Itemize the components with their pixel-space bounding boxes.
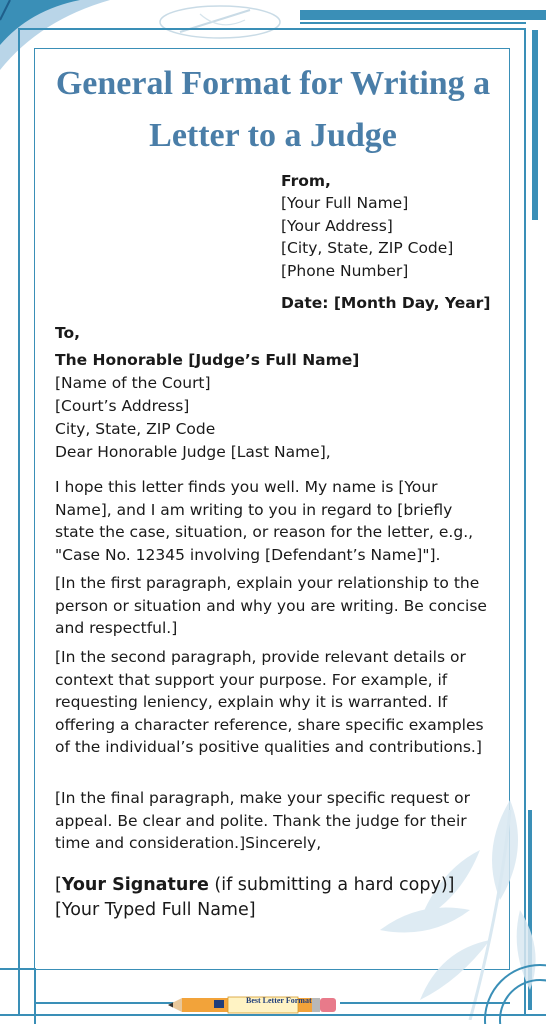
date-line: Date: [Month Day, Year]	[281, 294, 491, 312]
signature-open-bracket: [	[55, 875, 62, 895]
sender-name: [Your Full Name]	[281, 194, 409, 213]
court-name: [Name of the Court]	[55, 374, 211, 392]
recipient-block	[55, 322, 359, 441]
typed-name: [Your Typed Full Name]	[55, 900, 256, 920]
court-city: City, State, ZIP Code	[55, 420, 216, 438]
signature-note: (if submitting a hard copy)]	[208, 875, 455, 895]
judge-name: The Honorable [Judge’s Full Name]	[55, 351, 360, 369]
bottom-line-left	[34, 1002, 174, 1004]
top-stripe-thin	[300, 22, 526, 24]
sender-block	[281, 170, 453, 282]
top-stripe	[300, 10, 546, 20]
signature-label: Your Signature	[61, 875, 209, 895]
sender-address: [Your Address]	[281, 216, 393, 235]
logo-text: Best Letter Format	[246, 996, 312, 1005]
final-paragraph: [In the final paragraph, make your specific request or appeal. Be clear and polite. Thank the judge for their time and consideration.]Sincerely,	[55, 789, 470, 852]
right-accent-bar	[532, 30, 538, 220]
intro-paragraph: I hope this letter finds you well. My name is [Your Name], and I am writing to you in regard to [briefly state the case, situation, or reason for the letter, e.g., "Case No. 12345 involving [Defendant’s Name]"].	[55, 478, 474, 564]
salutation: Dear Honorable Judge [Last Name],	[55, 443, 331, 461]
sender-city: [City, State, ZIP Code]	[281, 239, 454, 258]
signature-line	[55, 873, 455, 898]
bottom-line-right	[340, 1002, 510, 1004]
signature-block	[55, 873, 455, 923]
page-title: General Format for Writing a Letter to a Judge	[55, 65, 491, 154]
sender-phone: [Phone Number]	[281, 261, 409, 280]
to-label: To,	[55, 324, 81, 342]
court-address: [Court’s Address]	[55, 397, 190, 415]
second-paragraph: [In the second paragraph, provide relevant details or context that support your purpose. For example, if requesting leniency, explain why it is warranted. If offering a character reference, share specific examples of the individual’s positive qualities and contributions.]	[55, 648, 484, 756]
from-label: From,	[281, 172, 331, 190]
ring-decoration-icon	[470, 930, 546, 1024]
first-paragraph: [In the first paragraph, explain your relationship to the person or situation and why you are writing. Be concise and respectful.]	[55, 574, 487, 637]
